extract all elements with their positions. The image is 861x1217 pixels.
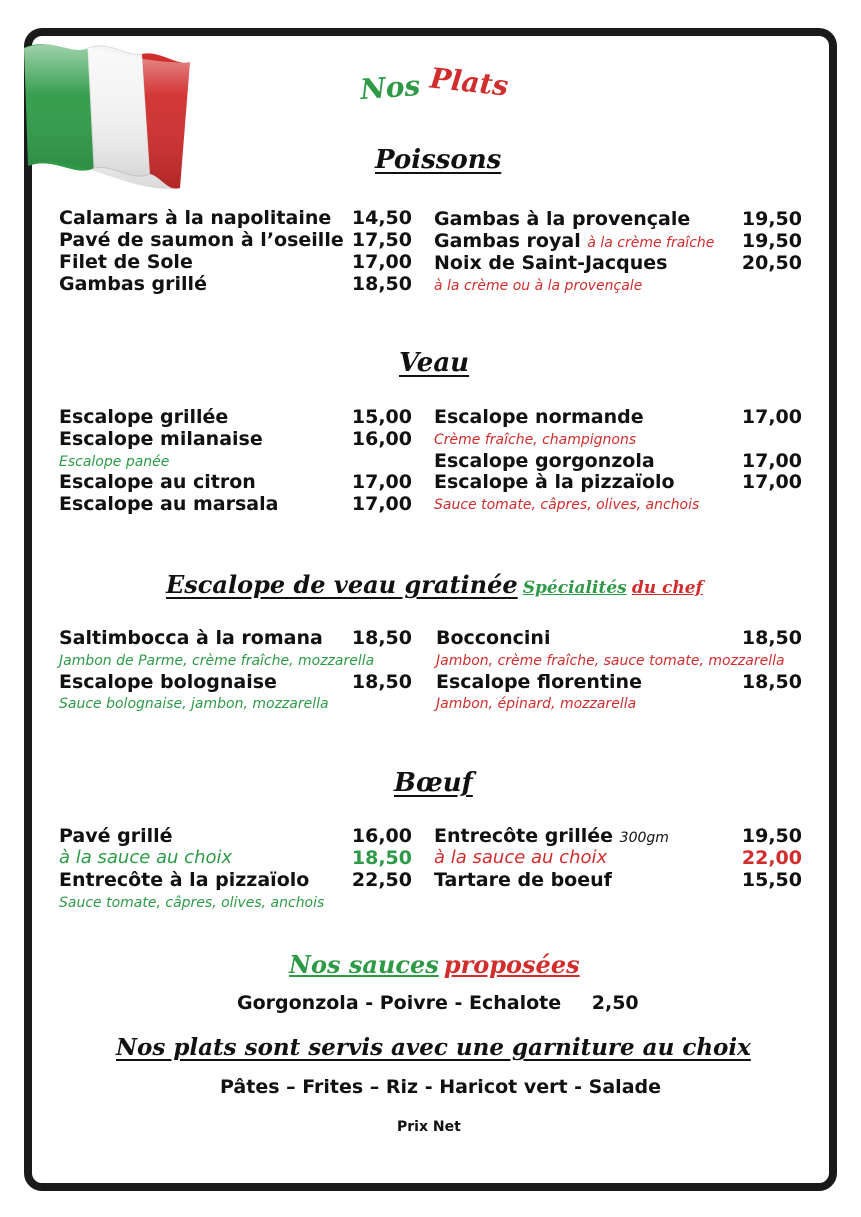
dish-price: 19,50	[741, 825, 802, 847]
dish-name: Escalope bolognaise	[59, 671, 277, 693]
footer-prix-net: Prix Net	[397, 1119, 461, 1135]
gratinee-title: Escalope de veau gratinée	[166, 570, 518, 599]
dish-price: 17,00	[351, 471, 412, 493]
dish-option: à la sauce au choix	[59, 847, 233, 868]
dish-price: 18,50	[741, 671, 802, 693]
dish-price: 17,50	[351, 229, 412, 251]
menu-frame	[24, 28, 837, 1191]
chef-tag-1: Spécialités	[522, 578, 627, 598]
dish-price: 17,00	[741, 406, 802, 428]
dish-note: 300gm	[619, 830, 669, 846]
dish-name: Saltimbocca à la romana	[59, 627, 323, 649]
dish-price: 18,50	[351, 273, 412, 295]
dish-name: Escalope milanaise	[59, 428, 263, 450]
dish-description: Sauce tomate, câpres, olives, anchois	[59, 895, 325, 911]
dish-price: 14,50	[351, 207, 412, 229]
dish-price: 19,50	[741, 208, 802, 230]
dish-name: Escalope au marsala	[59, 493, 279, 515]
dish-option: à la sauce au choix	[434, 847, 608, 868]
garniture-heading: Nos plats sont servis avec une garniture au choix	[116, 1034, 751, 1061]
dish-price: 19,50	[741, 230, 802, 252]
dish-price: 18,50	[741, 627, 802, 649]
dish-name: Bocconcini	[436, 627, 551, 649]
section-heading-veau: Veau	[399, 348, 470, 378]
dish-name: Filet de Sole	[59, 251, 193, 273]
dish-description: Escalope panée	[59, 454, 170, 470]
dish-price: 17,00	[741, 450, 802, 472]
sauces-price: 2,50	[591, 992, 639, 1014]
dish-price: 18,50	[351, 847, 412, 869]
dish-price: 17,00	[741, 471, 802, 493]
section-heading-gratinee	[166, 570, 703, 599]
dish-price: 16,00	[351, 825, 412, 847]
dish-price: 22,00	[741, 847, 802, 869]
dish-name: Escalope gorgonzola	[434, 450, 655, 472]
dish-price: 17,00	[351, 493, 412, 515]
dish-price: 15,00	[351, 406, 412, 428]
dish-description: Sauce tomate, câpres, olives, anchois	[434, 497, 700, 513]
dish-name: Gambas grillé	[59, 273, 207, 295]
dish-name: Escalope à la pizzaïolo	[434, 471, 675, 493]
dish-note: à la crème fraîche	[587, 235, 715, 251]
sauces-heading-part2: proposées	[443, 950, 580, 979]
dish-name: Escalope florentine	[436, 671, 642, 693]
dish-price: 18,50	[351, 671, 412, 693]
dish-name: Noix de Saint-Jacques	[434, 252, 668, 274]
dish-price: 18,50	[351, 627, 412, 649]
sauces-heading-part1: Nos sauces	[289, 950, 439, 979]
dish-name: Gambas royal	[434, 230, 581, 252]
chef-tag-2: du chef	[631, 578, 703, 598]
dish-name: Escalope grillée	[59, 406, 229, 428]
dish-name: Entrecôte à la pizzaïolo	[59, 869, 310, 891]
dish-name: Escalope au citron	[59, 471, 256, 493]
dish-name: Pavé de saumon à l’oseille	[59, 229, 344, 251]
dish-description: à la crème ou à la provençale	[434, 278, 643, 294]
garniture-line: Pâtes – Frites – Riz - Haricot vert - Salade	[220, 1076, 661, 1098]
section-heading-poissons: Poissons	[375, 145, 502, 175]
dish-name: Calamars à la napolitaine	[59, 207, 332, 229]
dish-description: Crème fraîche, champignons	[434, 432, 637, 448]
dish-description: Jambon, crème fraîche, sauce tomate, mozzarella	[436, 653, 785, 669]
dish-description: Jambon, épinard, mozzarella	[436, 696, 637, 712]
dish-description: Jambon de Parme, crème fraîche, mozzarella	[59, 653, 375, 669]
dish-name: Gambas à la provençale	[434, 208, 691, 230]
section-heading-boeuf: Bœuf	[394, 768, 473, 798]
dish-item	[434, 230, 714, 254]
dish-name: Entrecôte grillée	[434, 825, 614, 847]
dish-item	[434, 825, 669, 849]
dish-price: 20,50	[741, 252, 802, 274]
sauces-list: Gorgonzola - Poivre - Echalote	[237, 992, 562, 1014]
dish-price: 16,00	[351, 428, 412, 450]
dish-name: Escalope normande	[434, 406, 644, 428]
sauces-heading	[289, 950, 580, 979]
dish-price: 15,50	[741, 869, 802, 891]
dish-name: Pavé grillé	[59, 825, 173, 847]
dish-price: 22,50	[351, 869, 412, 891]
title-part1: Nos	[359, 69, 422, 107]
italian-flag-logo	[10, 18, 200, 193]
dish-price: 17,00	[351, 251, 412, 273]
dish-name: Tartare de boeuf	[434, 869, 612, 891]
sauces-line	[237, 992, 639, 1014]
title-part2: Plats	[428, 61, 510, 103]
dish-description: Sauce bolognaise, jambon, mozzarella	[59, 696, 329, 712]
